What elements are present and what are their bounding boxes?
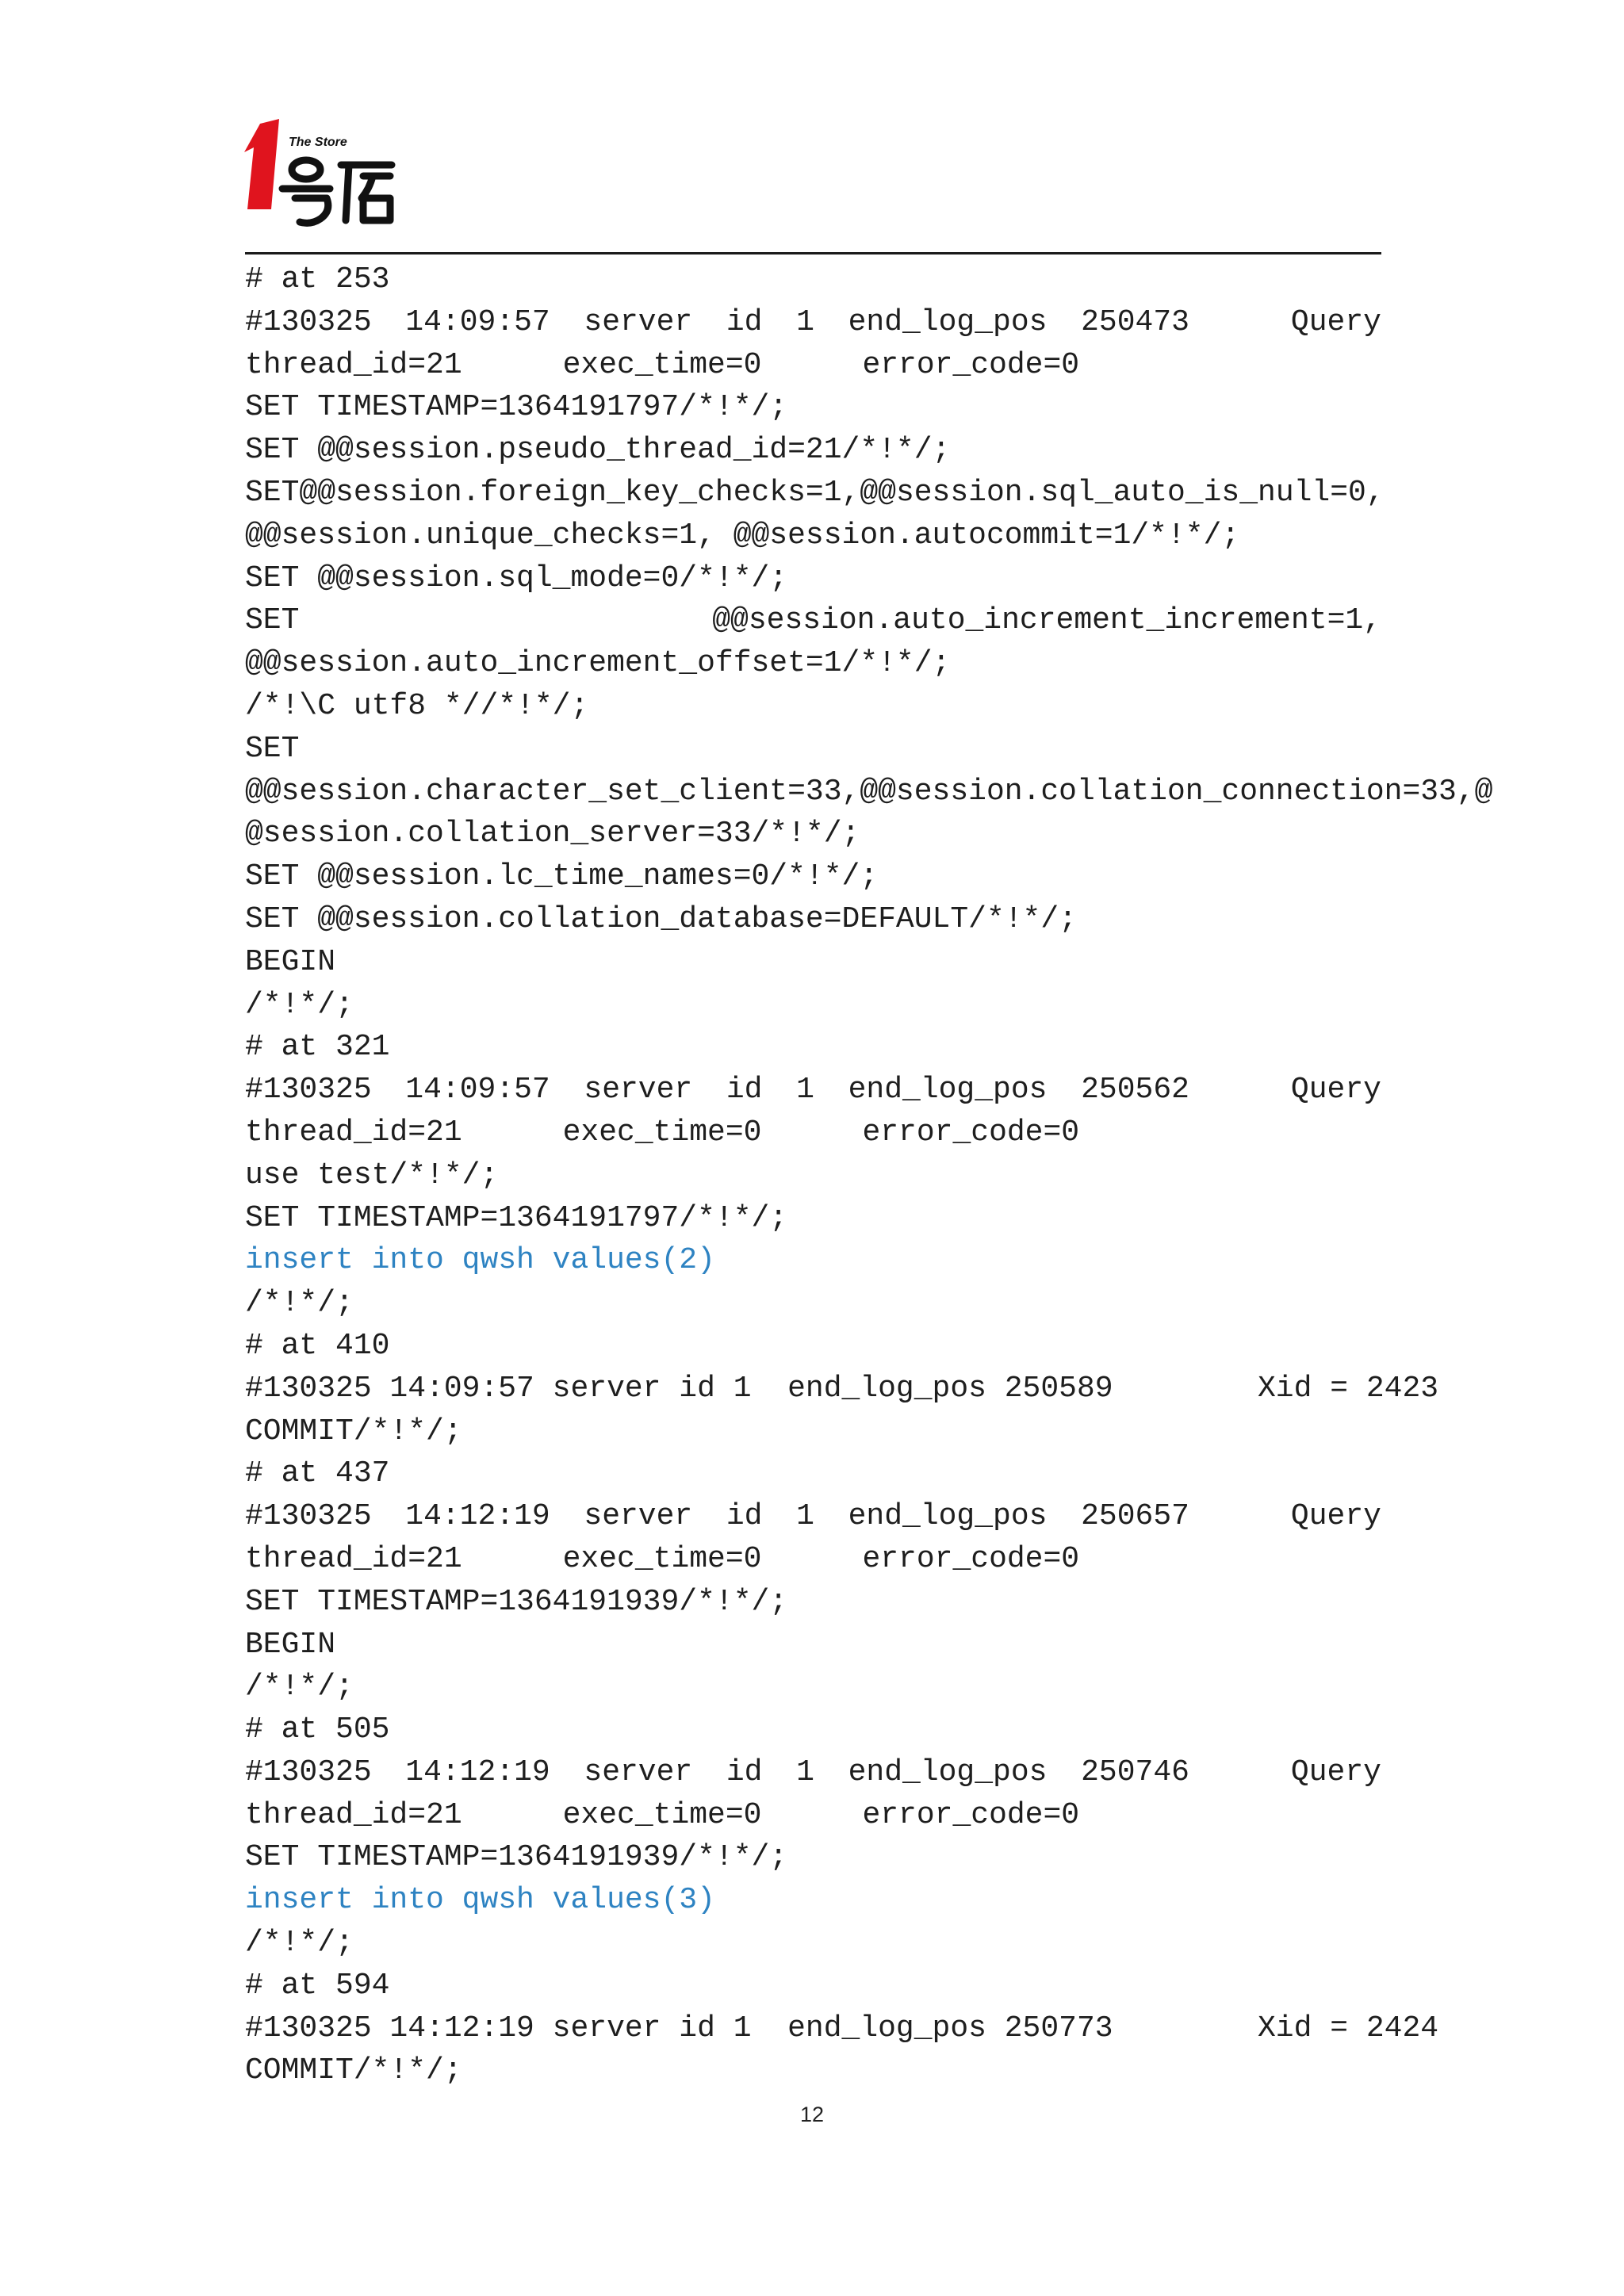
text-segment: #130325 14:12:19 server id 1 end_log_pos 250773 Xid = 2424 (245, 2011, 1439, 2045)
text-segment: SET TIMESTAMP=1364191939/*!*/; (245, 1840, 788, 1875)
text-segment: Query (1290, 304, 1381, 339)
text-line (245, 386, 1381, 429)
text-segment: server (584, 1499, 693, 1534)
text-segment: server (584, 304, 693, 339)
text-segment: SET TIMESTAMP=1364191797/*!*/; (245, 1200, 788, 1235)
text-segment: SET (245, 603, 300, 638)
text-segment: end_log_pos (848, 1073, 1048, 1108)
text-segment: /*!*/; (245, 1286, 354, 1321)
text-segment: 250746 (1081, 1755, 1189, 1789)
text-segment: @@session.character_set_client=33,@@session.collation_connection=33,@ (245, 774, 1493, 809)
text-segment: exec_time=0 (562, 1797, 762, 1832)
text-segment: # at 437 (245, 1456, 390, 1491)
text-segment: exec_time=0 (562, 1541, 762, 1576)
text-segment: 1 (796, 1499, 814, 1534)
text-line (245, 1026, 1381, 1069)
text-line (245, 1282, 1381, 1325)
text-segment: error_code=0 (862, 1797, 1080, 1832)
text-line (245, 1325, 1381, 1368)
text-segment: SET (245, 731, 300, 766)
text-line (245, 1112, 1381, 1154)
text-line (245, 1794, 1381, 1837)
text-line (245, 1709, 1381, 1751)
text-segment: # at 410 (245, 1328, 390, 1363)
text-line (245, 1751, 1381, 1794)
text-segment: SET TIMESTAMP=1364191939/*!*/; (245, 1584, 788, 1619)
text-segment: COMMIT/*!*/; (245, 2053, 462, 2088)
text-line (245, 728, 1381, 771)
text-line (245, 1154, 1381, 1197)
text-line (245, 1624, 1381, 1667)
text-segment: /*!*/; (245, 987, 354, 1022)
text-line (245, 515, 1381, 557)
text-line (245, 685, 1381, 728)
text-segment: SET @@session.lc_time_names=0/*!*/; (245, 859, 879, 894)
text-line (245, 1410, 1381, 1453)
text-segment: error_code=0 (862, 1541, 1080, 1576)
text-segment: # at 594 (245, 1968, 390, 2003)
text-line (245, 1197, 1381, 1240)
text-segment: exec_time=0 (562, 1115, 762, 1150)
text-segment: #130325 (245, 304, 372, 339)
text-line (245, 941, 1381, 984)
text-segment: SET @@session.pseudo_thread_id=21/*!*/; (245, 433, 951, 468)
text-segment: 1 (796, 304, 814, 339)
text-segment: id (726, 1755, 763, 1789)
text-line (245, 984, 1381, 1027)
text-segment: 250562 (1081, 1073, 1189, 1108)
text-segment: 1 (796, 1755, 814, 1789)
text-segment: SET @@session.sql_mode=0/*!*/; (245, 561, 788, 595)
text-line (245, 1922, 1381, 1965)
text-segment: 14:12:19 (405, 1499, 550, 1534)
text-line (245, 2007, 1439, 2050)
text-segment: thread_id=21 (245, 347, 462, 382)
text-segment: 250657 (1081, 1499, 1189, 1534)
text-segment: #130325 (245, 1755, 372, 1789)
text-line (245, 771, 1493, 813)
text-line (245, 855, 1381, 898)
text-line (245, 898, 1381, 941)
text-line (245, 344, 1381, 387)
text-segment: SET @@session.collation_database=DEFAULT/*!*/; (245, 901, 1077, 936)
text-segment: @@session.foreign_key_checks=1, (299, 475, 860, 510)
text-segment: 1 (796, 1073, 814, 1108)
text-segment: # at 253 (245, 262, 390, 297)
text-segment: SET (245, 475, 300, 510)
text-segment: # at 321 (245, 1030, 390, 1065)
text-segment: exec_time=0 (562, 347, 762, 382)
page-number: 12 (799, 2103, 825, 2126)
text-segment: insert into qwsh values(2) (245, 1243, 715, 1278)
text-line (245, 1581, 1381, 1624)
text-segment: @session.collation_server=33/*!*/; (245, 817, 860, 851)
text-segment: /*!*/; (245, 1670, 354, 1705)
text-segment: thread_id=21 (245, 1115, 462, 1150)
text-segment: insert into qwsh values(3) (245, 1883, 715, 1918)
text-segment: server (584, 1073, 693, 1108)
text-line (245, 1452, 1381, 1495)
text-line (245, 1495, 1381, 1538)
text-line (245, 642, 1381, 685)
text-line (245, 301, 1381, 344)
text-line (245, 1965, 1381, 2007)
store-logo (244, 116, 403, 251)
text-line (245, 1836, 1381, 1879)
text-segment: thread_id=21 (245, 1797, 462, 1832)
text-segment: end_log_pos (848, 304, 1048, 339)
logo-tagline: The Store (289, 136, 347, 149)
text-segment: @@session.unique_checks=1, @@session.autocommit=1/*!*/; (245, 518, 1240, 553)
text-segment: server (584, 1755, 693, 1789)
highlighted-text-line (245, 1239, 1381, 1282)
text-segment: SET TIMESTAMP=1364191797/*!*/; (245, 390, 788, 425)
text-segment: @@session.auto_increment_increment=1, (712, 603, 1381, 638)
text-segment: #130325 (245, 1073, 372, 1108)
text-segment: @@session.sql_auto_is_null=0, (860, 475, 1385, 510)
text-line (245, 2049, 1381, 2092)
text-line (245, 1538, 1381, 1581)
text-line (245, 472, 1385, 515)
text-line (245, 599, 1381, 642)
text-segment: Query (1290, 1755, 1381, 1789)
text-line (245, 429, 1381, 472)
text-segment: /*!*/; (245, 1926, 354, 1961)
text-segment: use test/*!*/; (245, 1158, 499, 1192)
binlog-text (245, 258, 1493, 2092)
highlighted-text-line (245, 1879, 1381, 1922)
text-segment: thread_id=21 (245, 1541, 462, 1576)
text-segment: error_code=0 (862, 1115, 1080, 1150)
text-segment: Query (1290, 1073, 1381, 1108)
text-line (245, 1368, 1439, 1410)
text-segment: BEGIN (245, 1627, 336, 1662)
text-line (245, 1069, 1381, 1112)
text-segment: # at 505 (245, 1712, 390, 1747)
text-segment: #130325 (245, 1499, 372, 1534)
store-logo-icon (244, 116, 403, 251)
text-segment: /*!\C utf8 *//*!*/; (245, 688, 589, 723)
text-segment: BEGIN (245, 944, 336, 979)
header-rule (245, 252, 1381, 254)
text-segment: error_code=0 (862, 347, 1080, 382)
text-segment: id (726, 1073, 763, 1108)
text-line (245, 1666, 1381, 1709)
text-segment: id (726, 1499, 763, 1534)
text-segment: 14:09:57 (405, 304, 550, 339)
text-segment: 14:09:57 (405, 1073, 550, 1108)
text-segment: 250473 (1081, 304, 1189, 339)
text-segment: COMMIT/*!*/; (245, 1414, 462, 1448)
text-segment: 14:12:19 (405, 1755, 550, 1789)
text-segment: @@session.auto_increment_offset=1/*!*/; (245, 646, 951, 681)
text-line (245, 258, 1381, 301)
text-line (245, 557, 1381, 600)
text-line (245, 813, 1381, 855)
text-segment: Query (1290, 1499, 1381, 1534)
text-segment: id (726, 304, 763, 339)
text-segment: #130325 14:09:57 server id 1 end_log_pos 250589 Xid = 2423 (245, 1371, 1439, 1406)
text-segment: end_log_pos (848, 1755, 1048, 1789)
text-segment: end_log_pos (848, 1499, 1048, 1534)
